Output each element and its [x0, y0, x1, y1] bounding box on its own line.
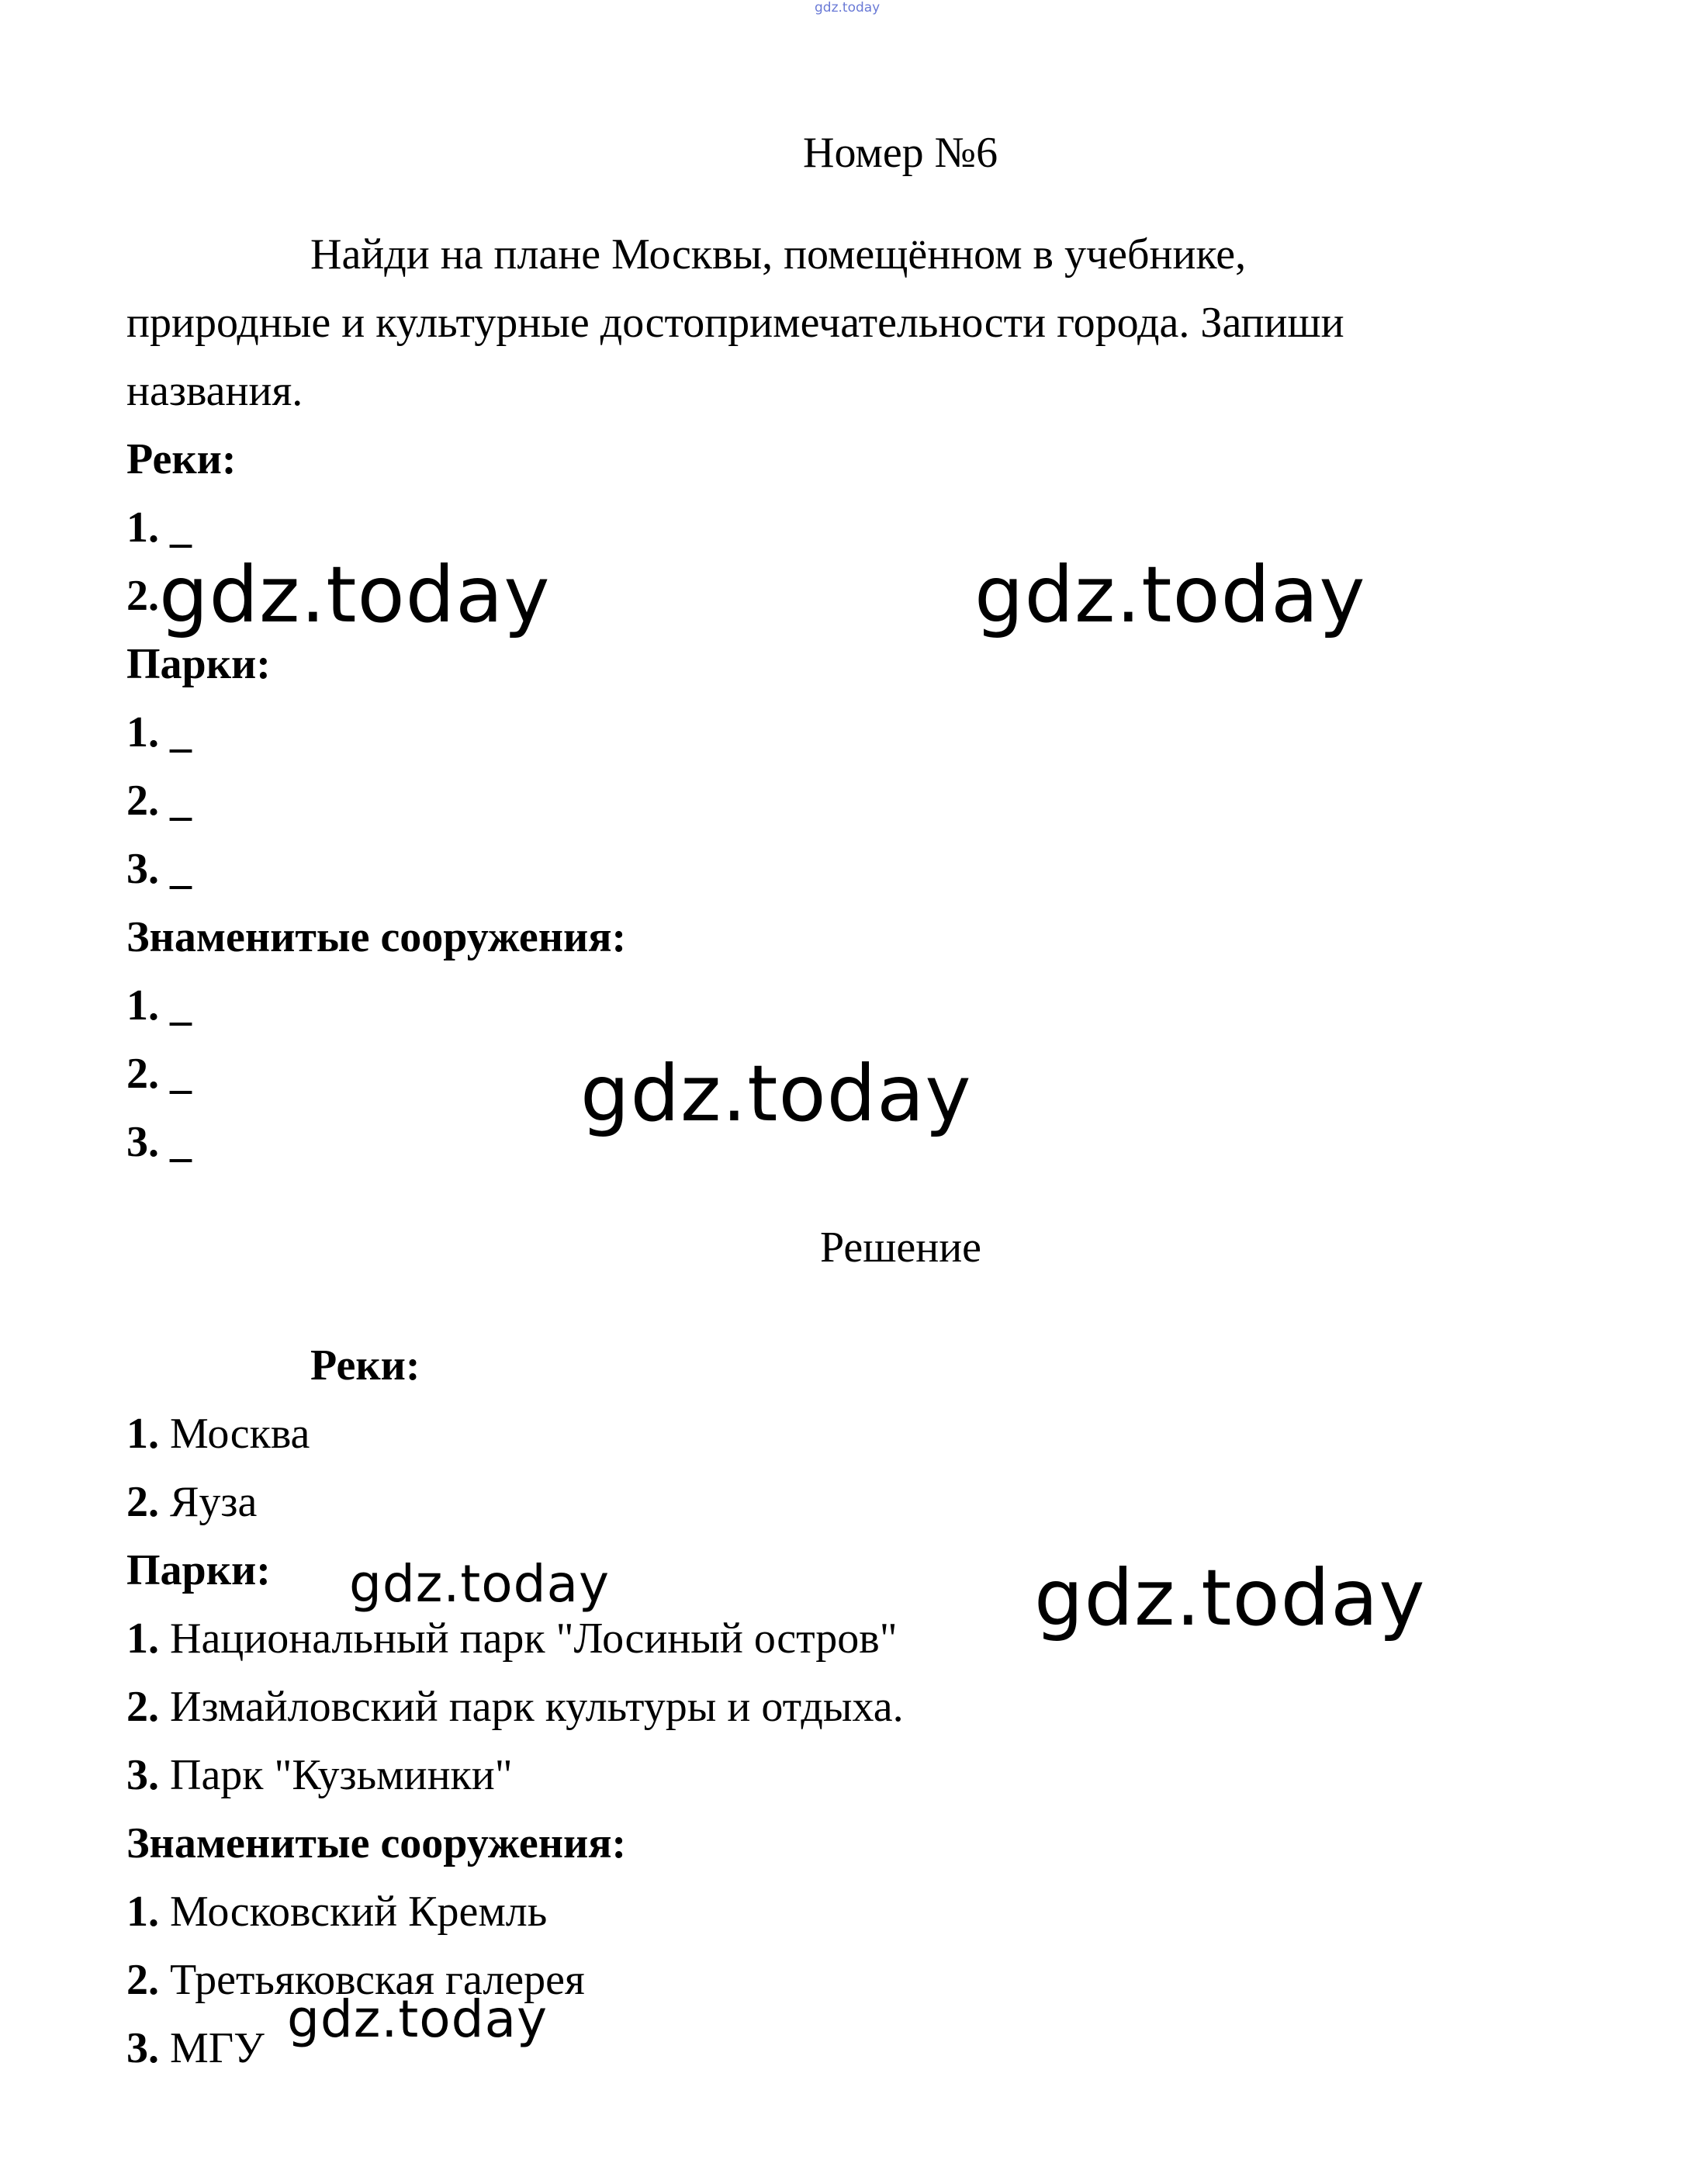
list-number: 2.: [126, 1478, 159, 1526]
solution-heading: Решение: [820, 1224, 982, 1272]
list-number: 3.: [126, 1751, 159, 1799]
blank-building-1: 1. _: [126, 981, 192, 1030]
task-line-3: названия.: [126, 367, 303, 415]
list-text: МГУ: [159, 2024, 265, 2072]
solution-rivers-heading: Реки:: [310, 1341, 420, 1390]
blank-rivers-heading: Реки:: [126, 435, 237, 483]
list-text: Национальный парк "Лосиный остров": [159, 1615, 898, 1663]
list-text: Парк "Кузьминки": [159, 1751, 513, 1799]
list-text: Москва: [159, 1410, 310, 1458]
watermark: gdz.today: [974, 549, 1366, 640]
blank-river-2: 2.: [126, 572, 159, 620]
solution-park-1: [126, 1614, 898, 1663]
solution-river-1: [126, 1409, 310, 1459]
solution-parks-heading: Парки:: [126, 1546, 271, 1594]
solution-buildings-heading: Знаменитые сооружения:: [126, 1819, 627, 1867]
blank-river-1: 1. _: [126, 504, 192, 552]
blank-building-2: 2. _: [126, 1050, 192, 1098]
list-number: 1.: [126, 1410, 159, 1458]
solution-building-3: [126, 2023, 265, 2073]
list-number: 2.: [126, 1956, 159, 2004]
watermark: gdz.today: [349, 1554, 611, 1614]
list-text: Московский Кремль: [159, 1888, 548, 1936]
blank-building-3: 3. _: [126, 1118, 192, 1166]
blank-park-2: 2. _: [126, 777, 192, 825]
list-number: 2.: [126, 1683, 159, 1731]
watermark: gdz.today: [287, 1989, 548, 2049]
task-line-1: Найди на плане Москвы, помещённом в учебнике,: [310, 230, 1247, 279]
list-text: Яуза: [159, 1478, 258, 1526]
blank-park-3: 3. _: [126, 845, 192, 893]
solution-park-3: [126, 1750, 513, 1800]
list-number: 3.: [126, 2024, 159, 2072]
list-number: 1.: [126, 1888, 159, 1936]
header-watermark: gdz.today: [815, 0, 881, 16]
solution-river-2: [126, 1477, 257, 1527]
watermark: gdz.today: [1034, 1552, 1426, 1643]
task-line-2: природные и культурные достопримечательности города. Запиши: [126, 299, 1344, 347]
watermark: gdz.today: [159, 549, 551, 640]
list-text: Третьяковская галерея: [159, 1956, 585, 2004]
solution-park-2: [126, 1682, 904, 1732]
blank-buildings-heading: Знаменитые сооружения:: [126, 913, 627, 961]
page-title: Номер №6: [803, 129, 998, 177]
list-number: 1.: [126, 1615, 159, 1663]
blank-park-1: 1. _: [126, 708, 192, 756]
list-text: Измайловский парк культуры и отдыха.: [159, 1683, 904, 1731]
solution-building-1: [126, 1887, 547, 1937]
watermark: gdz.today: [580, 1048, 972, 1139]
blank-parks-heading: Парки:: [126, 640, 271, 688]
